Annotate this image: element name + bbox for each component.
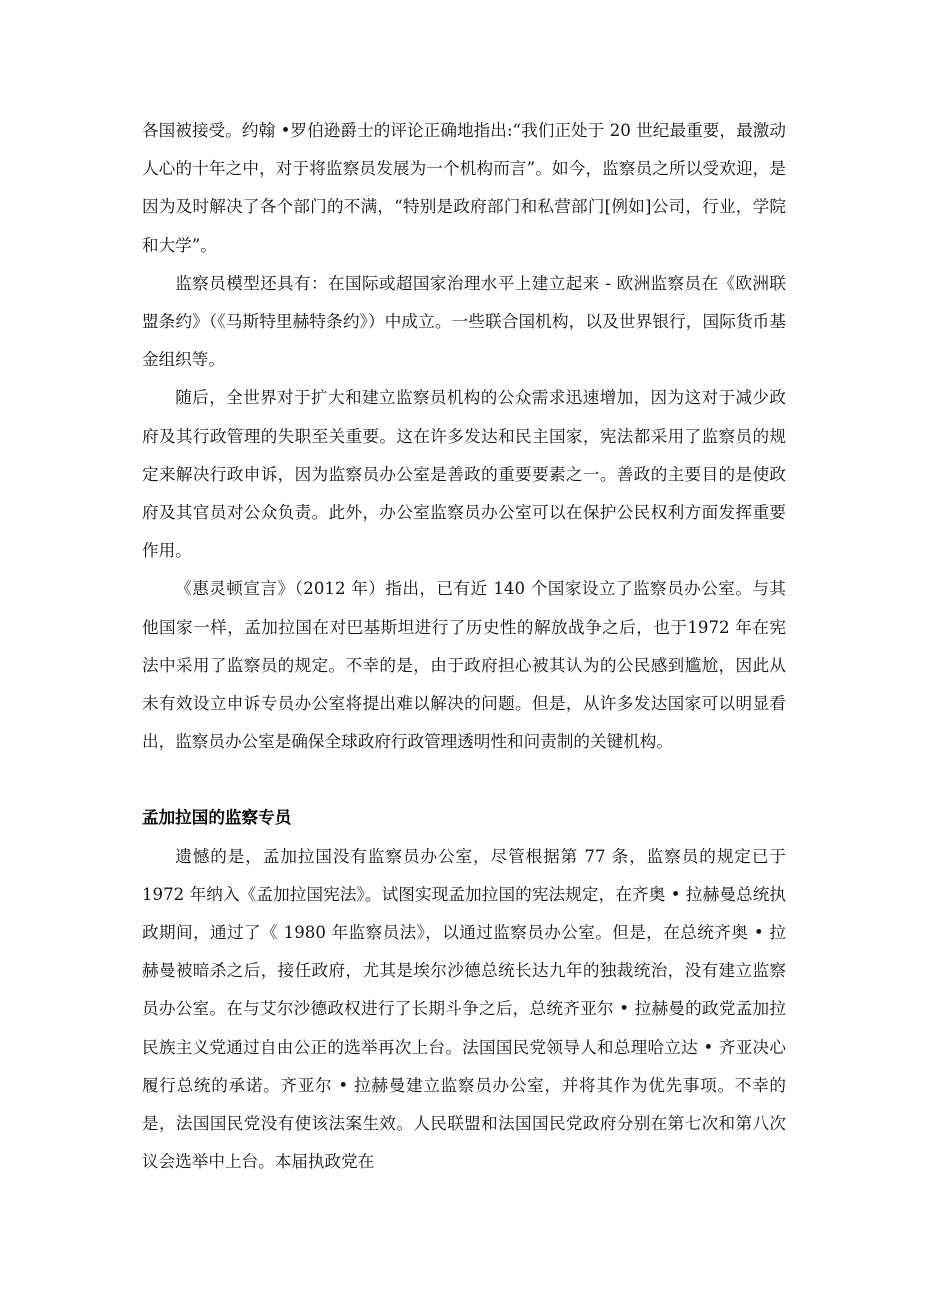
document-body (142, 112, 786, 1181)
section-spacer (142, 761, 786, 799)
paragraph-ombudsman-model: 监察员模型还具有：在国际或超国家治理水平上建立起来 - 欧洲监察员在《欧洲联盟条约》（《马斯特里赫特条约》）中成立。一些联合国机构，以及世界银行，国际货币基金组织等。 (142, 273, 786, 370)
section-heading: 孟加拉国的监察专员 (142, 808, 292, 828)
paragraph-public-demand: 随后，全世界对于扩大和建立监察员机构的公众需求迅速增加，因为这对于减少政府及其行政管理的失职至关重要。这在许多发达和民主国家，宪法都采用了监察员的规定来解决行政申诉，因为监察员办公室是善政的重要要素之一。善政的主要目的是使政府及其官员对公众负责。此外，办公室监察员办公室可以在保护公民权利方面发挥重要作用。 (142, 388, 786, 561)
paragraph-wellington-declaration: 《惠灵顿宣言》（2012 年）指出，已有近 140 个国家设立了监察员办公室。与其他国家一样，孟加拉国在对巴基斯坦进行了历史性的解放战争之后，也于1972 年在宪法中采用了监察员的规定。不幸的是，由于政府担心被其认为的公民感到尴尬，因此从未有效设立申诉专员办公室将提出难以解决的问题。但是，从许多发达国家可以明显看出，监察员办公室是确保全球政府行政管理透明性和问责制的关键机构。 (142, 579, 786, 752)
paragraph-continuation: 各国被接受。约翰 •罗伯逊爵士的评论正确地指出:“我们正处于 20 世纪最重要，最激动人心的十年之中，对于将监察员发展为一个机构而言”。如今，监察员之所以受欢迎，是因为及时解决了各个部门的不满，“特别是政府部门和私营部门[例如]公司，行业，学院和大学”。 (142, 121, 786, 255)
paragraph-bangladesh-ombudsman: 遗憾的是，孟加拉国没有监察员办公室，尽管根据第 77 条，监察员的规定已于 1972 年纳入《孟加拉国宪法》。试图实现孟加拉国的宪法规定，在齐奥 • 拉赫曼总统执政期间，通过了《 1980 年监察员法》，以通过监察员办公室。但是，在总统齐奥 • 拉赫曼被暗杀之后，接任政府，尤其是埃尔沙德总统长达九年的独裁统治，没有建立监察员办公室。在与艾尔沙德政权进行了长期斗争之后，总统齐亚尔 • 拉赫曼的政党孟加拉民族主义党通过自由公正的选举再次上台。法国国民党领导人和总理哈立达 • 齐亚决心履行总统的承诺。齐亚尔 • 拉赫曼建立监察员办公室，并将其作为优先事项。不幸的是，法国国民党没有使该法案生效。人民联盟和法国国民党政府分别在第七次和第八次议会选举中上台。本届执政党在 (142, 846, 786, 1172)
